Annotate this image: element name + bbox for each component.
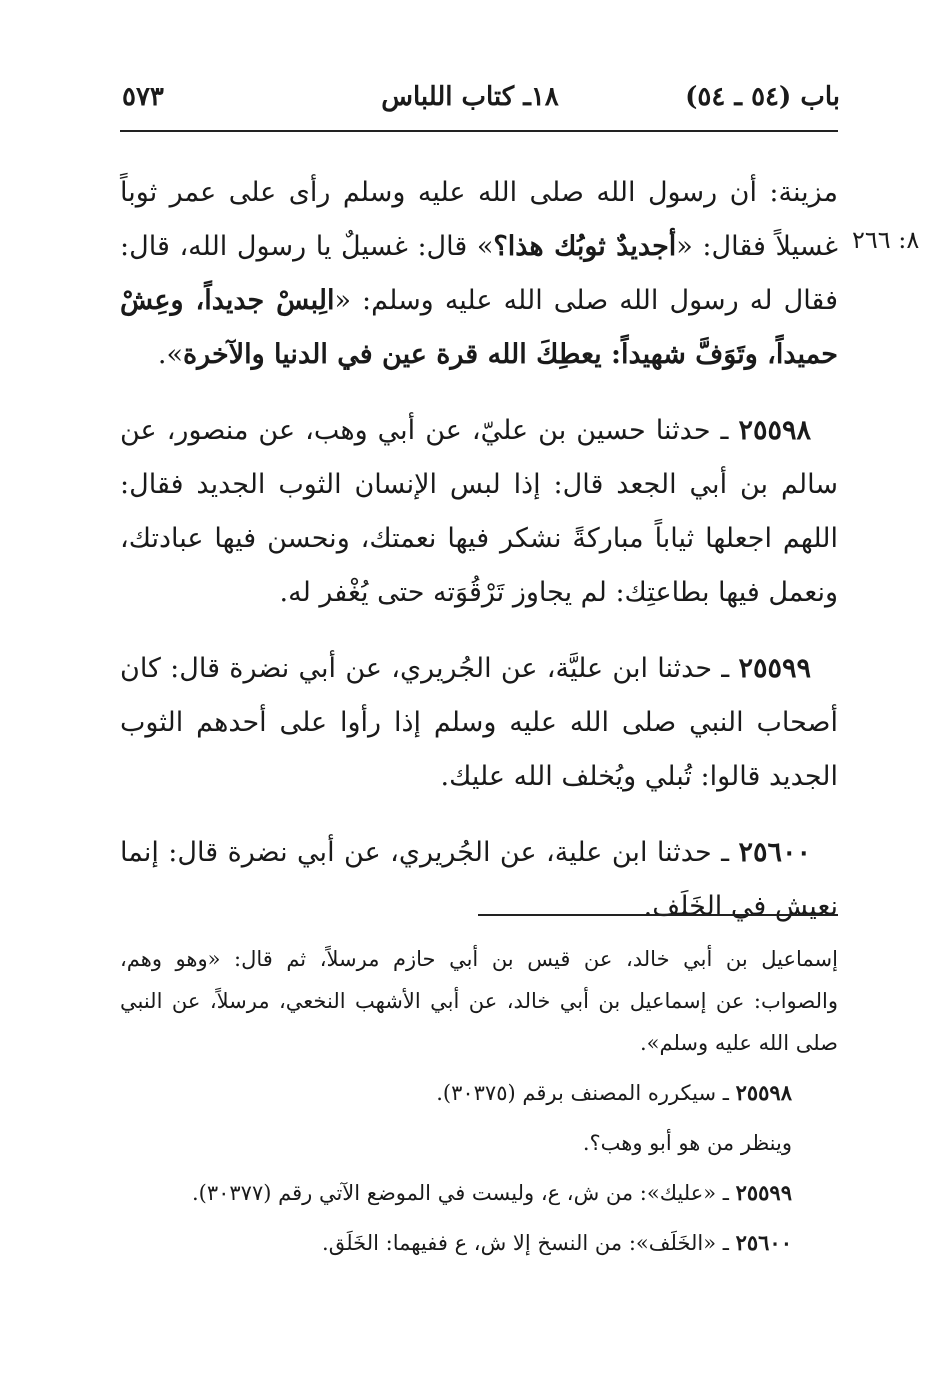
hadith-number: ٢٥٥٩٩ bbox=[738, 653, 811, 684]
continuation-paragraph: مزينة: أن رسول الله صلى الله عليه وسلم رأى على عمر ثوباً غسيلاً فقال: «أجديدٌ ثوبُك هذا؟» قال: غسيلٌ يا رسول الله، قال: فقال له رسول الله صلى الله عليه وسلم: «الِبسْ جديداً، وعِشْ حميداً، وتَوَفَّ شهيداً: يعطِكَ الله قرة عين في الدنيا والآخرة». bbox=[120, 177, 838, 370]
page-header bbox=[100, 82, 840, 122]
hadith-25599: ٢٥٥٩٩ ـ حدثنا ابن عليَّة، عن الجُريري، عن أبي نضرة قال: كان أصحاب النبي صلى الله عليه وسلم إذا رأوا على أحدهم الثوب الجديد قالوا: تُبلي ويُخلف الله عليك. bbox=[120, 653, 838, 792]
hadith-number: ٢٥٥٩٨ bbox=[738, 415, 811, 446]
hadith-25598: ٢٥٥٩٨ ـ حدثنا حسين بن عليّ، عن أبي وهب، عن منصور، عن سالم بن أبي الجعد قال: إذا لبس الإنسان الثوب الجديد فقال: اللهم اجعلها ثياباً مباركةً نشكر فيها نعمتك، ونحسن فيها عبادتك، ونعمل فيها بطاعتِك: لم يجاوز تَرْقُوَته حتى يُغْفر له. bbox=[120, 415, 838, 608]
footnote-25600: ٢٥٦٠٠ ـ «الخَلَف»: من النسخ إلا ش، ع ففيهما: الخَلَق. bbox=[322, 1230, 792, 1255]
quote-bold-2: الِبسْ جديداً، وعِشْ حميداً، وتَوَفَّ شهيداً: يعطِكَ الله قرة عين في الدنيا والآخرة bbox=[120, 285, 838, 370]
footnote-rule bbox=[478, 914, 838, 916]
margin-reference: ٨: ٢٦٦ bbox=[852, 226, 920, 254]
hadith-number: ٢٥٦٠٠ bbox=[738, 837, 811, 868]
footnotes bbox=[120, 938, 838, 1264]
header-rule bbox=[120, 130, 838, 132]
book-title: ١٨ـ كتاب اللباس bbox=[381, 82, 559, 112]
footnote-25598-note: وينظر من هو أبو وهب؟. bbox=[582, 1131, 792, 1155]
footnote-intro: إسماعيل بن أبي خالد، عن قيس بن أبي حازم مرسلاً، ثم قال: «وهو وهم، والصواب: عن إسماعيل بن أبي خالد، عن أبي الأشهب النخعي، مرسلاً، عن النبي صلى الله عليه وسلم». bbox=[120, 947, 838, 1055]
hadith-25600: ٢٥٦٠٠ ـ حدثنا ابن علية، عن الجُريري، عن أبي نضرة قال: إنما نعيش في الخَلَف. bbox=[120, 837, 838, 922]
footnote-25599: ٢٥٥٩٩ ـ «عليك»: من ش، ع، وليست في الموضع الآتي رقم (٣٠٣٧٧). bbox=[191, 1180, 792, 1205]
footnote-25598: ٢٥٥٩٨ ـ سيكرره المصنف برقم (٣٠٣٧٥). bbox=[436, 1080, 792, 1105]
quote-bold: أجديدٌ ثوبُك هذا؟ bbox=[493, 231, 677, 262]
page-number: ٥٧٣ bbox=[122, 82, 164, 112]
chapter-ref: باب (٥٤ ـ ٥٤) bbox=[685, 82, 840, 112]
main-text bbox=[120, 166, 838, 934]
